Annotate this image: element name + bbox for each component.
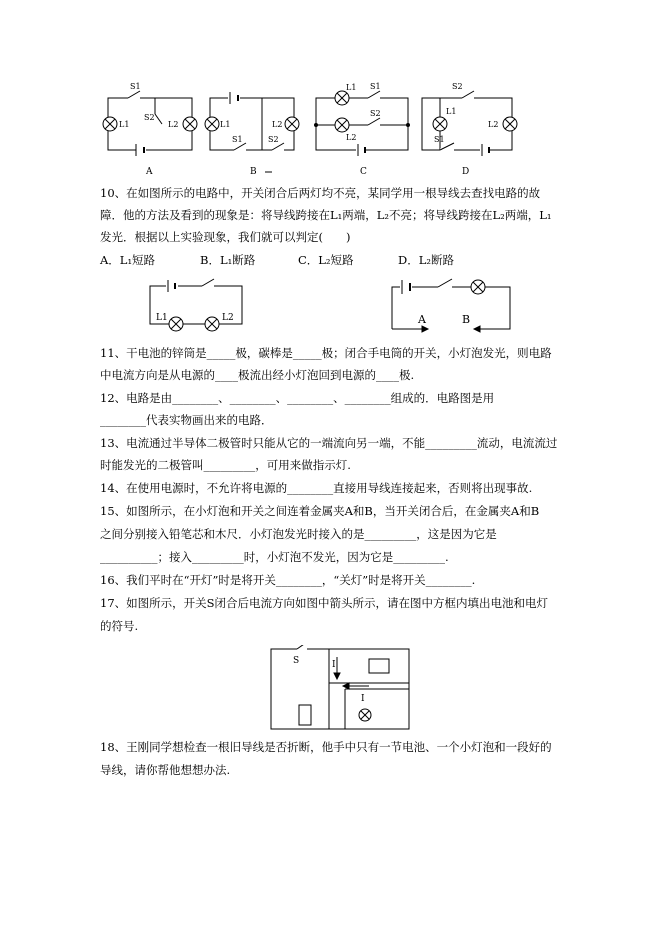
label-b: B <box>250 167 257 177</box>
label-switch-s: S <box>293 656 300 666</box>
q10-option-c: C．L₂短路 <box>298 253 354 267</box>
label-l1-d: L1 <box>446 107 457 116</box>
label-s1-a: S1 <box>130 82 141 91</box>
label-l2-q10: L2 <box>222 313 234 323</box>
q13-line-2: 时能发光的二极管叫_________，可用来做指示灯. <box>100 458 351 472</box>
q10-option-b: B．L₁断路 <box>200 253 256 267</box>
label-d: D <box>462 167 470 177</box>
label-l2-c: L2 <box>346 133 357 142</box>
q13-line-1: 13、电流通过半导体二极管时只能从它的一端流向另一端，不能_________流动，电流流过 <box>100 436 558 450</box>
circuit-a <box>103 82 197 177</box>
circuit-c <box>315 82 410 177</box>
q12-line-2: ________代表实物画出来的电路． <box>100 413 273 427</box>
circuit-b <box>205 92 299 177</box>
label-s2-d: S2 <box>452 82 463 91</box>
q10-line-1: 10、在如图所示的电路中，开关闭合后两灯均不亮，某同学用一根导线去查找电路的故 <box>100 186 541 200</box>
label-l2-b: L2 <box>272 120 283 129</box>
q17-line-2: 的符号. <box>100 619 139 633</box>
q15-line-2: 之间分别接入铅笔芯和木尺．小灯泡发光时接入的是_________，这是因为它是 <box>100 527 497 541</box>
label-l2-d: L2 <box>488 120 499 129</box>
label-s2-a: S2 <box>144 113 155 122</box>
label-l1-a: L1 <box>119 120 130 129</box>
label-l1-b: L1 <box>220 120 231 129</box>
q16-line-1: 16、我们平时在“开灯”时是将开关________，“关灯”时是将开关________. <box>100 573 476 587</box>
q10-line-3: 发光．根据以上实验现象，我们就可以判定( ) <box>100 230 351 244</box>
q10-option-d: D．L₂断路 <box>398 253 454 267</box>
label-s1-d: S1 <box>434 135 445 144</box>
circuit-figure-abcd <box>100 80 530 180</box>
q15-line-1: 15、如图所示，在小灯泡和开关之间连着金属夹A和B，当开关闭合后，在金属夹A和B <box>100 504 540 518</box>
label-l2-a: L2 <box>168 120 179 129</box>
label-l1-c: L1 <box>346 83 357 92</box>
q15-line-3: __________；接入_________时，小灯泡不发光，因为它是_________. <box>100 550 449 564</box>
circuit-figure-q10-left <box>140 278 250 334</box>
q12-line-1: 12、电路是由________、________、________、________组成的．电路图是用 <box>100 391 495 405</box>
label-c: C <box>360 167 367 177</box>
circuit-figure-q17 <box>269 645 411 733</box>
label-clip-b: B <box>462 313 471 326</box>
q10-line-2: 障．他的方法及看到的现象是：将导线跨接在L₁两端，L₂不亮；将导线跨接在L₂两端，L₁ <box>100 208 552 222</box>
label-s2-c: S2 <box>370 109 381 118</box>
circuit-d <box>422 82 517 177</box>
label-s2-b: S2 <box>268 135 279 144</box>
label-s1-b: S1 <box>232 135 243 144</box>
label-l1-q10: L1 <box>156 313 168 323</box>
label-clip-a: A <box>418 313 426 326</box>
q17-line-1: 17、如图所示，开关S闭合后电流方向如图中箭头所示，请在图中方框内填出电池和电灯 <box>100 596 549 610</box>
label-current-1: I <box>332 660 336 670</box>
q18-line-1: 18、王刚同学想检查一根旧导线是否折断，他手中只有一节电池、一个小灯泡和一段好的 <box>100 740 552 754</box>
q11-line-1: 11、干电池的锌筒是_____极，碳棒是_____极；闭合手电筒的开关，小灯泡发光，则电路 <box>100 346 552 360</box>
answer-box-left <box>299 705 311 725</box>
label-current-2: I <box>361 694 365 704</box>
label-a: A <box>146 167 153 177</box>
q10-option-a: A．L₁短路 <box>100 253 156 267</box>
label-s1-c: S1 <box>370 82 381 91</box>
q18-line-2: 导线，请你帮他想想办法. <box>100 763 231 777</box>
q14-line-1: 14、在使用电源时，不允许将电源的________直接用导线连接起来，否则将出现事故. <box>100 481 533 495</box>
answer-box-right <box>369 659 389 673</box>
q11-line-2: 中电流方向是从电源的____极流出经小灯泡回到电源的____极. <box>100 368 415 382</box>
circuit-figure-q10-right <box>386 275 516 337</box>
